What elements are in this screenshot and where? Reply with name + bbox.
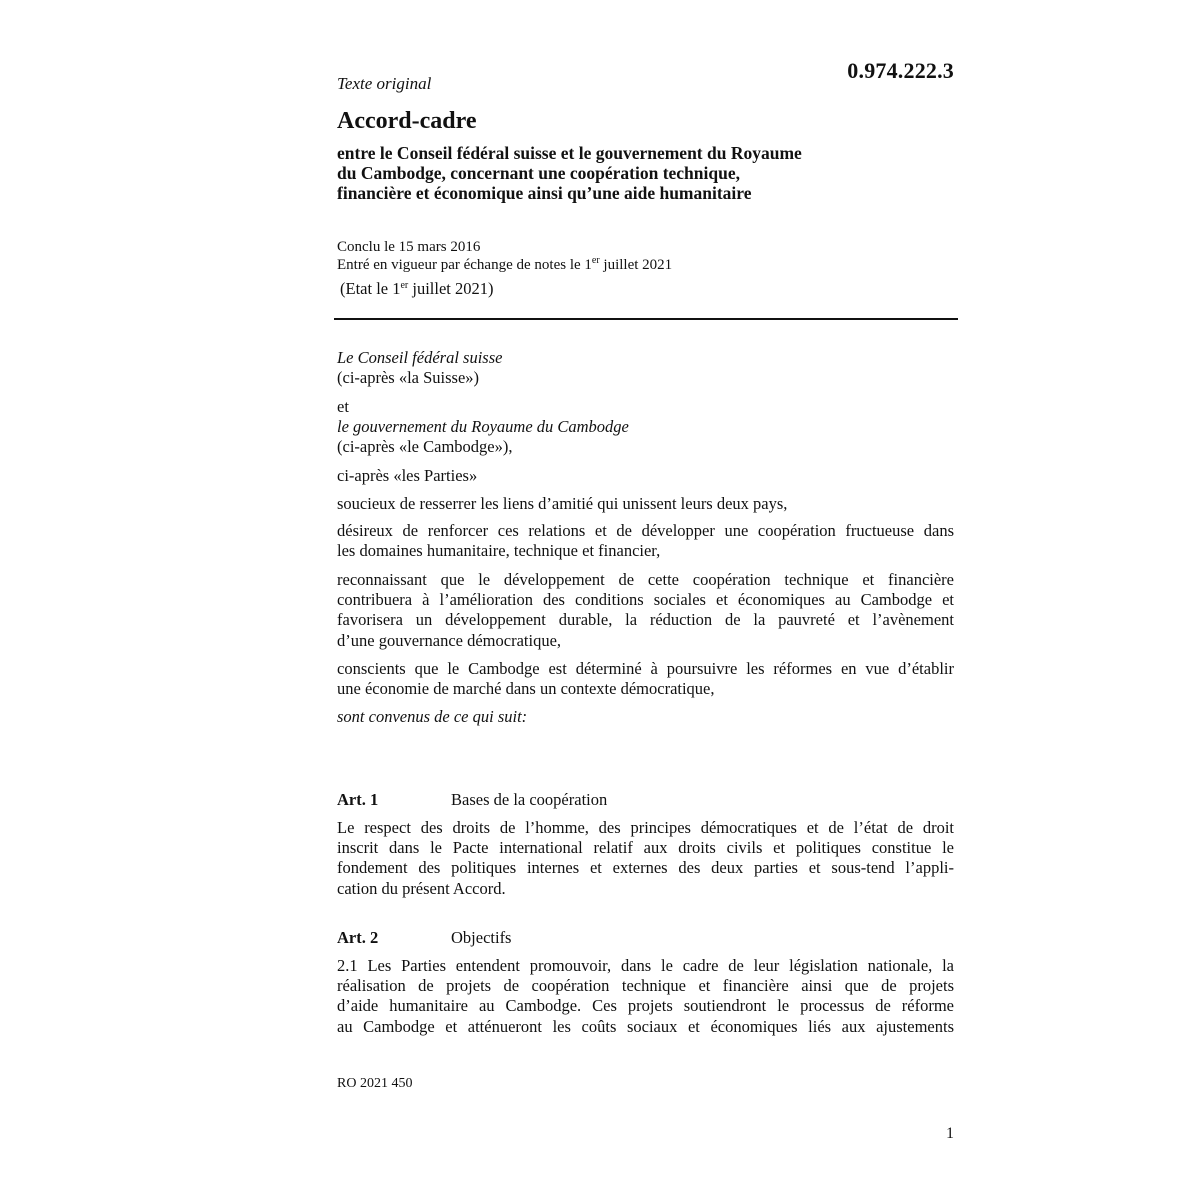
preamble-clause-1: soucieux de resserrer les liens d’amitié qui unissent leurs deux pays, [337, 494, 788, 513]
party1-alias: (ci-après «la Suisse») [337, 368, 480, 388]
article-line: Le respect des droits de l’homme, des principes démocratiques et de l’état de droit [337, 818, 954, 837]
article-title: Objectifs [451, 928, 512, 947]
clause-line: conscients que le Cambodge est déterminé à poursuivre les réformes en vue d’établir [337, 659, 954, 678]
in-force-suffix: juillet 2021 [599, 257, 673, 273]
state-prefix: (Etat le 1 [340, 279, 401, 298]
article-line: inscrit dans le Pacte international relatif aux droits civils et politiques constitue le [337, 838, 954, 858]
article-line: 2.1 Les Parties entendent promouvoir, dans le cadre de leur législation nationale, la [337, 956, 954, 975]
clause-line: reconnaissant que le développement de cette coopération technique et financière [337, 570, 954, 589]
article-line: cation du présent Accord. [337, 878, 506, 898]
article-line: d’aide humanitaire au Cambodge. Ces projets soutiendront le processus de réforme [337, 996, 954, 1016]
party2-block [337, 417, 954, 457]
agreement-phrase: sont convenus de ce qui suit: [337, 707, 528, 726]
subtitle-line: entre le Conseil fédéral suisse et le gouvernement du Royaume [337, 143, 802, 163]
clause-line: une économie de marché dans un contexte démocratique, [337, 679, 715, 699]
state-sup: er [400, 280, 409, 291]
subtitle-line: du Cambodge, concernant une coopération technique, [337, 163, 740, 183]
official-compilation-ref: RO 2021 450 [337, 1076, 413, 1091]
clause-line: contribuera à l’amélioration des conditions sociales et économiques au Cambodge et [337, 590, 954, 610]
state-date [340, 279, 494, 299]
clause-line: les domaines humanitaire, technique et financier, [337, 541, 661, 561]
clause-line: favorisera un développement durable, la réduction de la pauvreté et l’avènement [337, 610, 954, 630]
in-force-prefix: Entré en vigueur par échange de notes le 1 [337, 257, 592, 273]
in-force-date [337, 256, 672, 274]
article-1-heading [337, 790, 607, 810]
party2-alias: (ci-après «le Cambodge»), [337, 437, 513, 457]
page-number: 1 [946, 1125, 954, 1142]
state-suffix: juillet 2021) [408, 279, 494, 298]
and-word: et [337, 397, 349, 416]
article-title: Bases de la coopération [451, 790, 608, 809]
concluded-date: Conclu le 15 mars 2016 [337, 239, 481, 255]
dates-block [337, 238, 672, 274]
sr-number: 0.974.222.3 [847, 58, 954, 83]
clause-line: désireux de renforcer ces relations et de développer une coopération fructueuse dans [337, 521, 954, 540]
original-text-label: Texte original [337, 74, 432, 93]
article-line: au Cambodge et atténueront les coûts sociaux et économiques liés aux ajustements [337, 1016, 954, 1036]
party1-block [337, 348, 954, 388]
article-1-text [337, 818, 954, 899]
subtitle-line: financière et économique ainsi qu’une aide humanitaire [337, 183, 752, 203]
preamble-clause-2 [337, 521, 954, 561]
party1-name: Le Conseil fédéral suisse [337, 348, 503, 367]
clause-line: d’une gouvernance démocratique, [337, 630, 562, 650]
document-title: Accord-cadre [337, 108, 477, 134]
preamble-clause-3 [337, 570, 954, 651]
article-2-heading [337, 928, 511, 948]
preamble-clause-4 [337, 659, 954, 699]
document-subtitle [337, 143, 897, 203]
article-line: réalisation de projets de coopération technique et financière ainsi que de projets [337, 976, 954, 996]
article-line: fondement des politiques internes et externes des deux parties et sous-tend l’appli- [337, 858, 954, 878]
parties-alias: ci-après «les Parties» [337, 466, 478, 485]
article-2-text [337, 956, 954, 1037]
article-number: Art. 1 [337, 790, 379, 809]
header-divider [334, 318, 958, 320]
in-force-sup: er [591, 255, 600, 266]
article-number: Art. 2 [337, 928, 379, 947]
party2-name: le gouvernement du Royaume du Cambodge [337, 417, 629, 436]
